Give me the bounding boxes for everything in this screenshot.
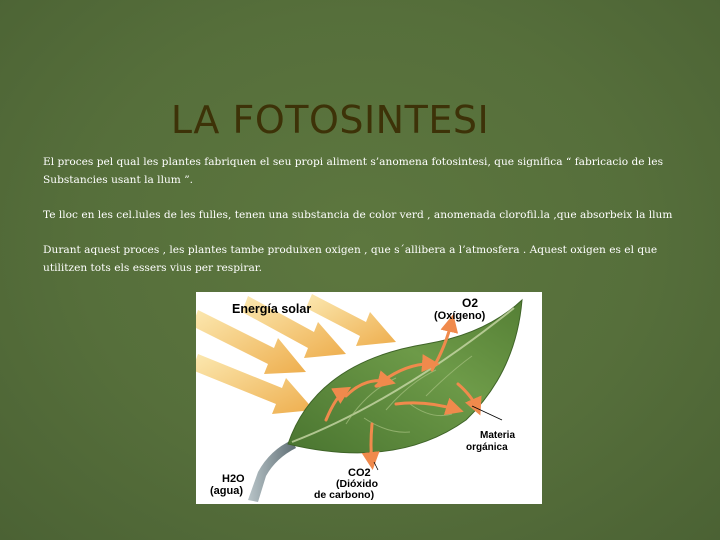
paragraph-oxygen: Durant aquest proces , les plantes tambe produixen oxigen , que s´allibera a l’atmosfera . Aquest oxigen es el que utilitzen tots els essers vius per respirar. <box>43 244 658 274</box>
label-organic-2: orgánica <box>466 442 508 453</box>
label-co2-name-2: de carbono) <box>314 489 375 501</box>
leaf-stem <box>248 440 296 502</box>
label-organic-1: Materia <box>480 430 516 441</box>
slide-title: LA FOTOSINTESI <box>170 98 490 142</box>
label-h2o: H2O <box>222 473 245 485</box>
label-co2-name-1: (Dióxido <box>336 478 378 490</box>
label-o2: O2 <box>462 296 479 310</box>
photosynthesis-diagram <box>196 292 542 504</box>
paragraph-chlorophyll: Te lloc en les cel.lules de les fulles, tenen una substancia de color verd , anomenada clorofil.la ,que absorbeix la llum <box>43 209 673 221</box>
label-solar-energy: Energía solar <box>232 302 312 316</box>
photosynthesis-illustration <box>196 292 542 504</box>
label-water: (agua) <box>210 485 243 497</box>
label-co2: CO2 <box>348 467 371 479</box>
paragraph-definition: El proces pel qual les plantes fabriquen el seu propi aliment s’anomena fotosintesi, que significa “ fabricacio de les Substancies usant la llum ”. <box>43 156 664 186</box>
label-oxygen: (Oxígeno) <box>434 310 486 322</box>
